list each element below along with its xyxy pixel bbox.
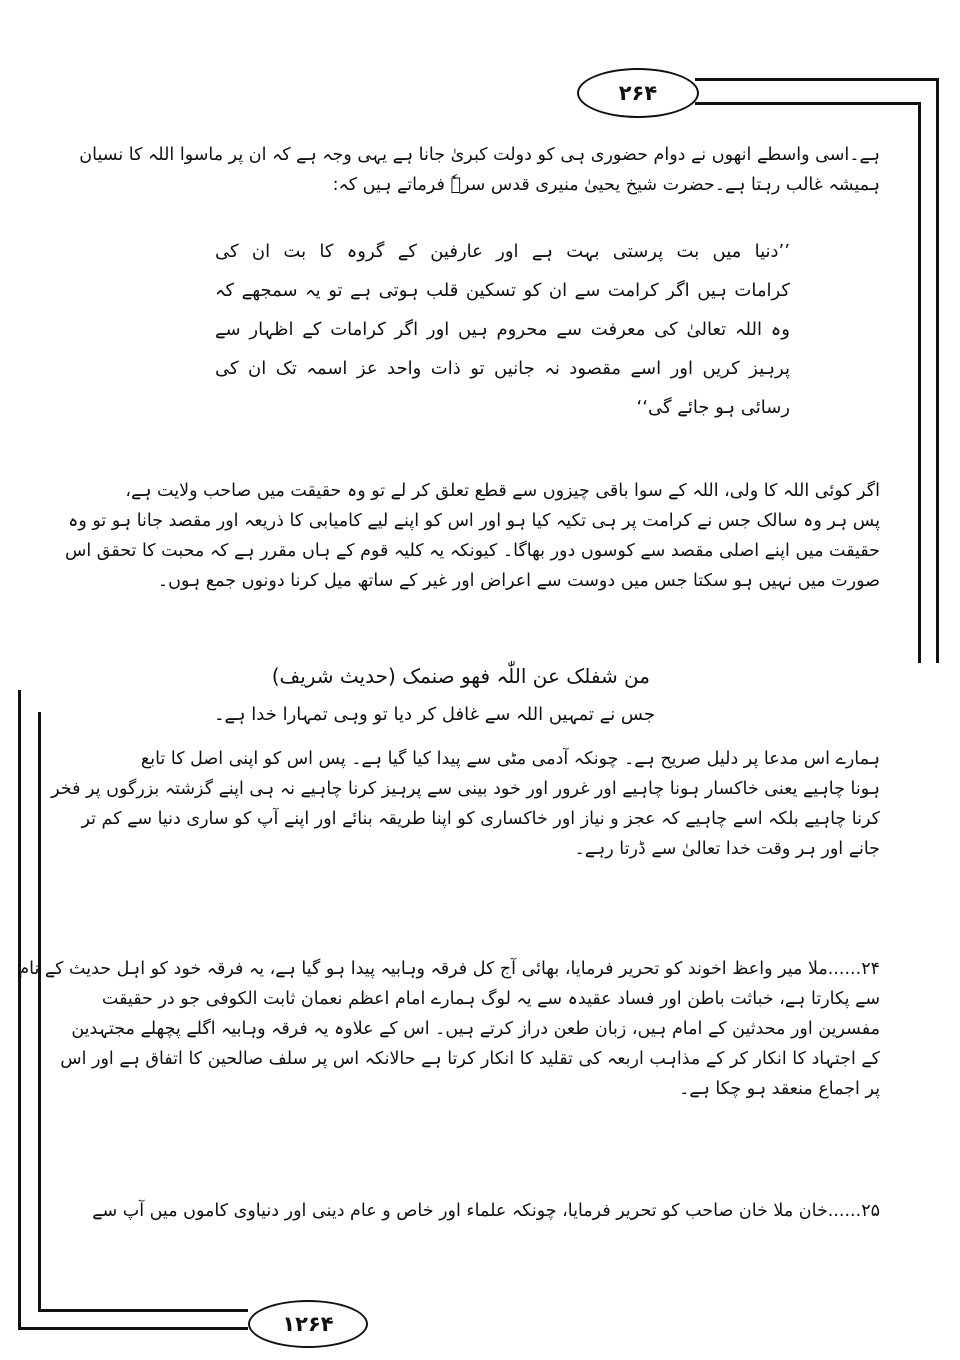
paragraph-wali xyxy=(64,476,880,596)
text-line: کرنا چاہیے بلکہ اسے چاہیے کہ عجز و نیاز اور خاکساری کو اپنا طریقہ بنائے اور اپنے آپ کو ساری دنیا سے کم تر xyxy=(81,809,880,829)
text-line: ۲۵......خان ملا خان صاحب کو تحریر فرمایا، چونکہ علماء اور خاص و عام دینی اور دنیاوی کاموں میں آپ سے xyxy=(92,1201,880,1221)
text-line: سے پکارتا ہے، خباثت باطن اور فساد عقیدہ سے یہ لوگ ہمارے امام اعظم نعمان ثابت الکوفی جو در حقیقت xyxy=(101,989,880,1009)
text-line: پر اجماع منعقد ہو چکا ہے۔ xyxy=(679,1079,880,1099)
paragraph-humility xyxy=(51,744,880,864)
quote-line: ’’دنیا میں بت پرستی بہت ہے اور عارفین کے گروہ کا بت ان کی xyxy=(215,241,790,262)
quote-line: کرامات ہیں اگر کرامت سے ان کو تسکین قلب ہوتی ہے تو یہ سمجھے کہ xyxy=(215,280,790,301)
paragraph-item-25 xyxy=(92,1196,880,1226)
text-line: ۲۴......ملا میر واعظ اخوند کو تحریر فرمایا، بھائی آج کل فرقہ وہابیہ پیدا ہو گیا ہے، یہ فرقہ خود کو اہل حدیث کے نام xyxy=(18,959,880,979)
frame-top-outer xyxy=(695,78,939,81)
paragraph-item-24 xyxy=(18,954,880,1104)
frame-left-outer xyxy=(18,690,21,1330)
frame-left-inner xyxy=(38,712,41,1312)
text-line: ہمارے اس مدعا پر دلیل صریح ہے۔ چونکہ آدمی مٹی سے پیدا کیا گیا ہے۔ پس اس کو اپنی اصل کا تابع xyxy=(140,749,880,769)
bottom-page-number-text: ۱۲۶۴ xyxy=(282,1312,334,1336)
frame-top-inner xyxy=(695,102,921,105)
text-line: مفسرین اور محدثین کے امام ہیں، زبان طعن دراز کرتے ہیں۔ اس کے علاوہ یہ فرقہ وہابیہ اگلے پچھلے مجتہدین xyxy=(71,1019,880,1039)
hadith-translation: جس نے تمہیں اللہ سے غافل کر دیا تو وہی تمہارا خدا ہے۔ xyxy=(213,704,655,725)
quote-line: رسائی ہو جائے گی‘‘ xyxy=(636,397,790,418)
text-line: ہے۔اسی واسطے انھوں نے دوام حضوری ہی کو دولت کبریٰ جانا ہے یہی وجہ ہے کہ ان پر ماسوا اللہ کا نسیان xyxy=(79,145,880,165)
top-page-number xyxy=(577,68,699,118)
frame-right-outer xyxy=(936,78,939,663)
bottom-page-number xyxy=(248,1300,368,1348)
frame-bottom-inner xyxy=(38,1309,248,1312)
frame-right-inner xyxy=(918,102,921,663)
text-line: حقیقت میں اپنے اصلی مقصد سے کوسوں دور بھاگا۔ کیونکہ یہ کلیہ قوم کے ہاں مقرر ہے کہ محبت کا تحقق اس xyxy=(64,541,880,561)
text-line: ہونا چاہیے یعنی خاکسار ہونا چاہیے اور غرور اور خود بینی سے پرہیز کرنا چاہیے نہ ہی اپنے گزشتہ بزرگوں پر فخر xyxy=(51,779,880,799)
text-line: جانے اور ہر وقت خدا تعالیٰ سے ڈرتا رہے۔ xyxy=(574,839,880,859)
text-line: صورت میں نہیں ہو سکتا جس میں دوست سے اعراض اور غیر کے ساتھ میل کرنا دونوں جمع ہوں۔ xyxy=(157,571,880,591)
text-line: اگر کوئی اللہ کا ولی، اللہ کے سوا باقی چیزوں سے قطع تعلق کر لے تو وہ حقیقت میں صاحب ولایت ہے، xyxy=(125,481,880,501)
paragraph-intro xyxy=(79,140,880,200)
hadith-arabic: من شفلک عن اللّٰہ فھو صنمک (حدیث شریف) xyxy=(271,664,650,688)
frame-bottom-outer xyxy=(18,1327,248,1330)
text-line: ہمیشہ غالب رہتا ہے۔حضرت شیخ یحییٰ منیری قدس سرہٗ فرماتے ہیں کہ: xyxy=(332,175,880,195)
text-line: پس ہر وہ سالک جس نے کرامت پر ہی تکیہ کیا ہو اور اس کو اپنے لیے کامیابی کا ذریعہ اور مقصد جانا ہو تو وہ xyxy=(68,511,880,531)
text-line: کے اجتہاد کا انکار کر کے مذاہب اربعہ کی تقلید کا انکار کرتا ہے حالانکہ اس پر سلف صالحین کا اتفاق ہے اور اس xyxy=(60,1049,880,1069)
quotation-block xyxy=(215,232,790,427)
quote-line: پرہیز کریں اور اسے مقصود نہ جانیں تو ذات واحد عز اسمہ تک ان کی xyxy=(215,358,790,379)
top-page-number-text: ۲۶۴ xyxy=(618,81,658,105)
quote-line: وہ اللہ تعالیٰ کی معرفت سے محروم ہیں اور اگر کرامات کے اظہار سے xyxy=(215,319,790,340)
